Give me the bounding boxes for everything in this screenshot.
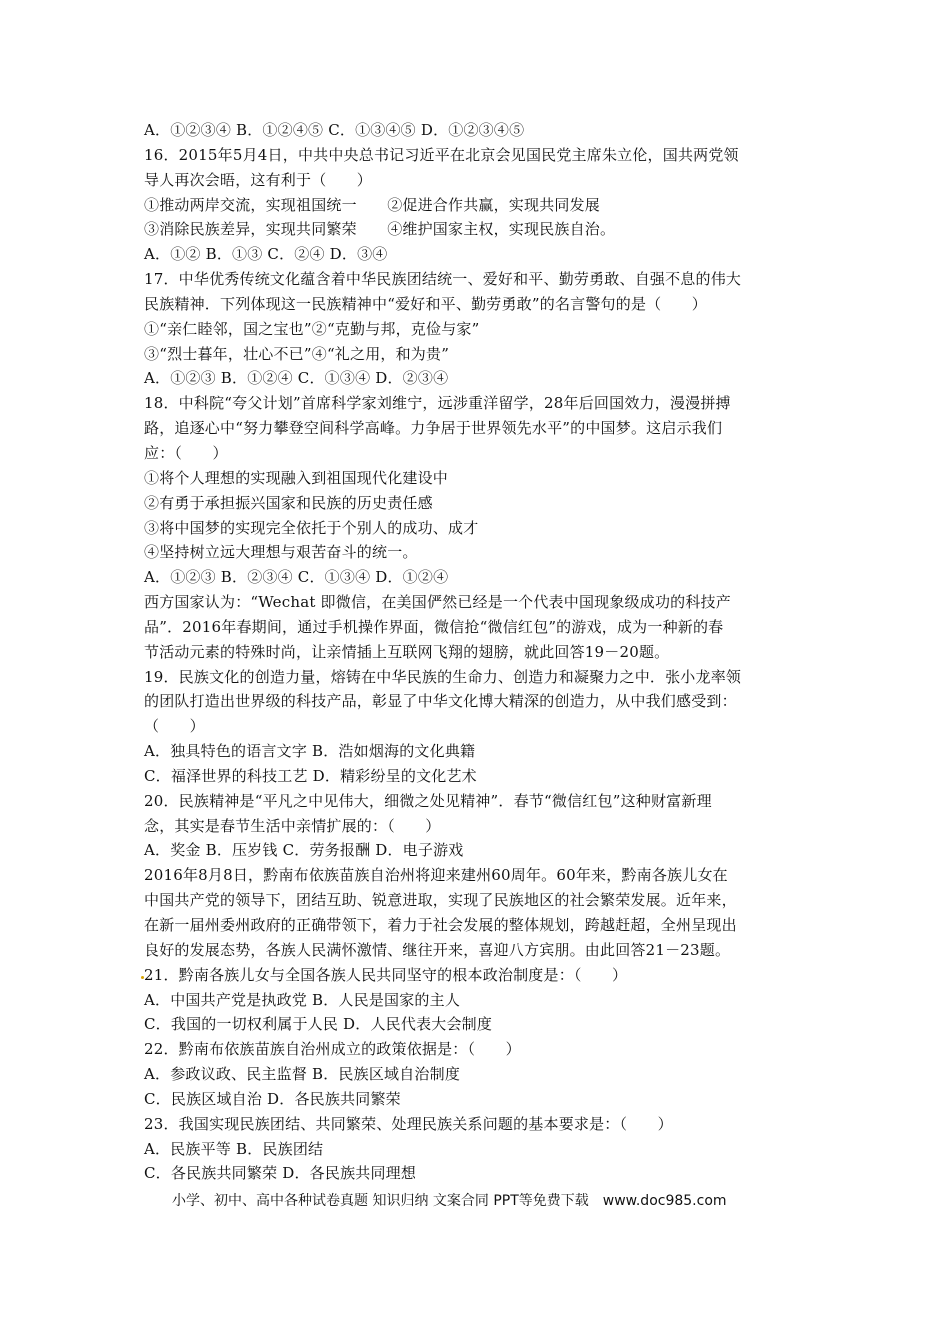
page-footer: 小学、初中、高中各种试卷真题 知识归纳 文案合同 PPT等免费下载 www.doc985.com xyxy=(172,1193,727,1209)
text-line: 16．2015年5月4日，中共中央总书记习近平在北京会见国民党主席朱立伦，国共两党领 xyxy=(144,145,739,164)
text-line: A．中国共产党是执政党 B．人民是国家的主人 xyxy=(144,990,461,1009)
text-line: 17．中华优秀传统文化蕴含着中华民族团结统一、爱好和平、勤劳勇敢、自强不息的伟大 xyxy=(144,270,742,289)
text-line: 良好的发展态势，各族人民满怀激情、继往开来，喜迎八方宾朋。由此回答21－23题。 xyxy=(144,940,731,959)
text-line: 的团队打造出世界级的科技产品，彰显了中华文化博大精深的创造力，从中我们感受到： xyxy=(144,692,737,711)
text-line: 中国共产党的领导下，团结互助、锐意进取，实现了民族地区的社会繁荣发展。近年来， xyxy=(144,891,737,910)
margin-dot xyxy=(141,976,144,979)
text-line: 23．我国实现民族团结、共同繁荣、处理民族关系问题的基本要求是：（ ） xyxy=(144,1114,673,1133)
text-line: C．民族区域自治 D．各民族共同繁荣 xyxy=(144,1089,401,1108)
text-line: 民族精神．下列体现这一民族精神中“爱好和平、勤劳勇敢”的名言警句的是（ ） xyxy=(144,294,707,313)
text-line: 西方国家认为：“Wechat 即微信，在美国俨然已经是一个代表中国现象级成功的科技产 xyxy=(144,593,731,612)
text-line: 22．黔南布依族苗族自治州成立的政策依据是：（ ） xyxy=(144,1040,521,1059)
text-line: 导人再次会晤，这有利于（ ） xyxy=(144,170,373,189)
text-line: 品”．2016年春期间，通过手机操作界面，微信抢“微信红包”的游戏，成为一种新的春 xyxy=(144,617,724,636)
text-line: 应：（ ） xyxy=(144,443,228,462)
text-line: ①推动两岸交流，实现祖国统一 ②促进合作共赢，实现共同发展 xyxy=(144,195,601,214)
text-line: ③将中国梦的实现完全依托于个别人的成功、成才 xyxy=(144,518,479,537)
text-line: C．各民族共同繁荣 D．各民族共同理想 xyxy=(144,1164,417,1183)
text-line: C．我国的一切权利属于人民 D．人民代表大会制度 xyxy=(144,1015,493,1034)
text-line: 路，追逐心中“努力攀登空间科学高峰。力争居于世界领先水平”的中国梦。这启示我们 xyxy=(144,419,723,438)
text-line: ③“烈士暮年，壮心不已”④“礼之用，和为贵” xyxy=(144,344,450,363)
text-line: A．①②③ B．①②④ C．①③④ D．②③④ xyxy=(144,369,449,388)
text-line: 节活动元素的特殊时尚，让亲情插上互联网飞翔的翅膀，就此回答19－20题。 xyxy=(144,642,670,661)
text-line: 18．中科院“夸父计划”首席科学家刘维宁，远涉重洋留学，28年后回国效力，漫漫拼搏 xyxy=(144,394,731,413)
text-line: C．福泽世界的科技工艺 D．精彩纷呈的文化艺术 xyxy=(144,766,477,785)
text-line: A．①②③ B．②③④ C．①③④ D．①②④ xyxy=(144,568,449,587)
text-line: A．民族平等 B．民族团结 xyxy=(144,1139,324,1158)
text-line: A．参政议政、民主监督 B．民族区域自治制度 xyxy=(144,1065,461,1084)
text-line: A．奖金 B．压岁钱 C．劳务报酬 D．电子游戏 xyxy=(144,841,464,860)
document-body xyxy=(144,118,824,1186)
text-line: 19．民族文化的创造力量，熔铸在中华民族的生命力、创造力和凝聚力之中．张小龙率领 xyxy=(144,667,742,686)
text-line: 20．民族精神是“平凡之中见伟大，细微之处见精神”．春节“微信红包”这种财富新理 xyxy=(144,791,712,810)
text-line: 念，其实是春节生活中亲情扩展的：（ ） xyxy=(144,816,441,835)
text-line: ①将个人理想的实现融入到祖国现代化建设中 xyxy=(144,468,449,487)
text-line: A．①② B．①③ C．②④ D．③④ xyxy=(144,245,388,264)
text-line: ②有勇于承担振兴国家和民族的历史责任感 xyxy=(144,493,433,512)
text-line: ①“亲仁睦邻，国之宝也”②“克勤与邦，克俭与家” xyxy=(144,319,480,338)
text-line: A．①②③④ B．①②④⑤ C．①③④⑤ D．①②③④⑤ xyxy=(144,121,525,139)
text-line: 在新一届州委州政府的正确带领下，着力于社会发展的整体规划，跨越赶超，全州呈现出 xyxy=(144,916,737,934)
text-line: 21．黔南各族儿女与全国各族人民共同坚守的根本政治制度是：（ ） xyxy=(144,965,628,984)
text-line: A．独具特色的语言文字 B．浩如烟海的文化典籍 xyxy=(144,742,476,761)
text-line: （ ） xyxy=(144,717,205,736)
text-line: ③消除民族差异，实现共同繁荣 ④维护国家主权，实现民族自治。 xyxy=(144,220,616,239)
text-line: 2016年8月8日，黔南布依族苗族自治州将迎来建州60周年。60年来，黔南各族儿女在 xyxy=(144,866,728,885)
text-line: ④坚持树立远大理想与艰苦奋斗的统一。 xyxy=(144,543,418,562)
